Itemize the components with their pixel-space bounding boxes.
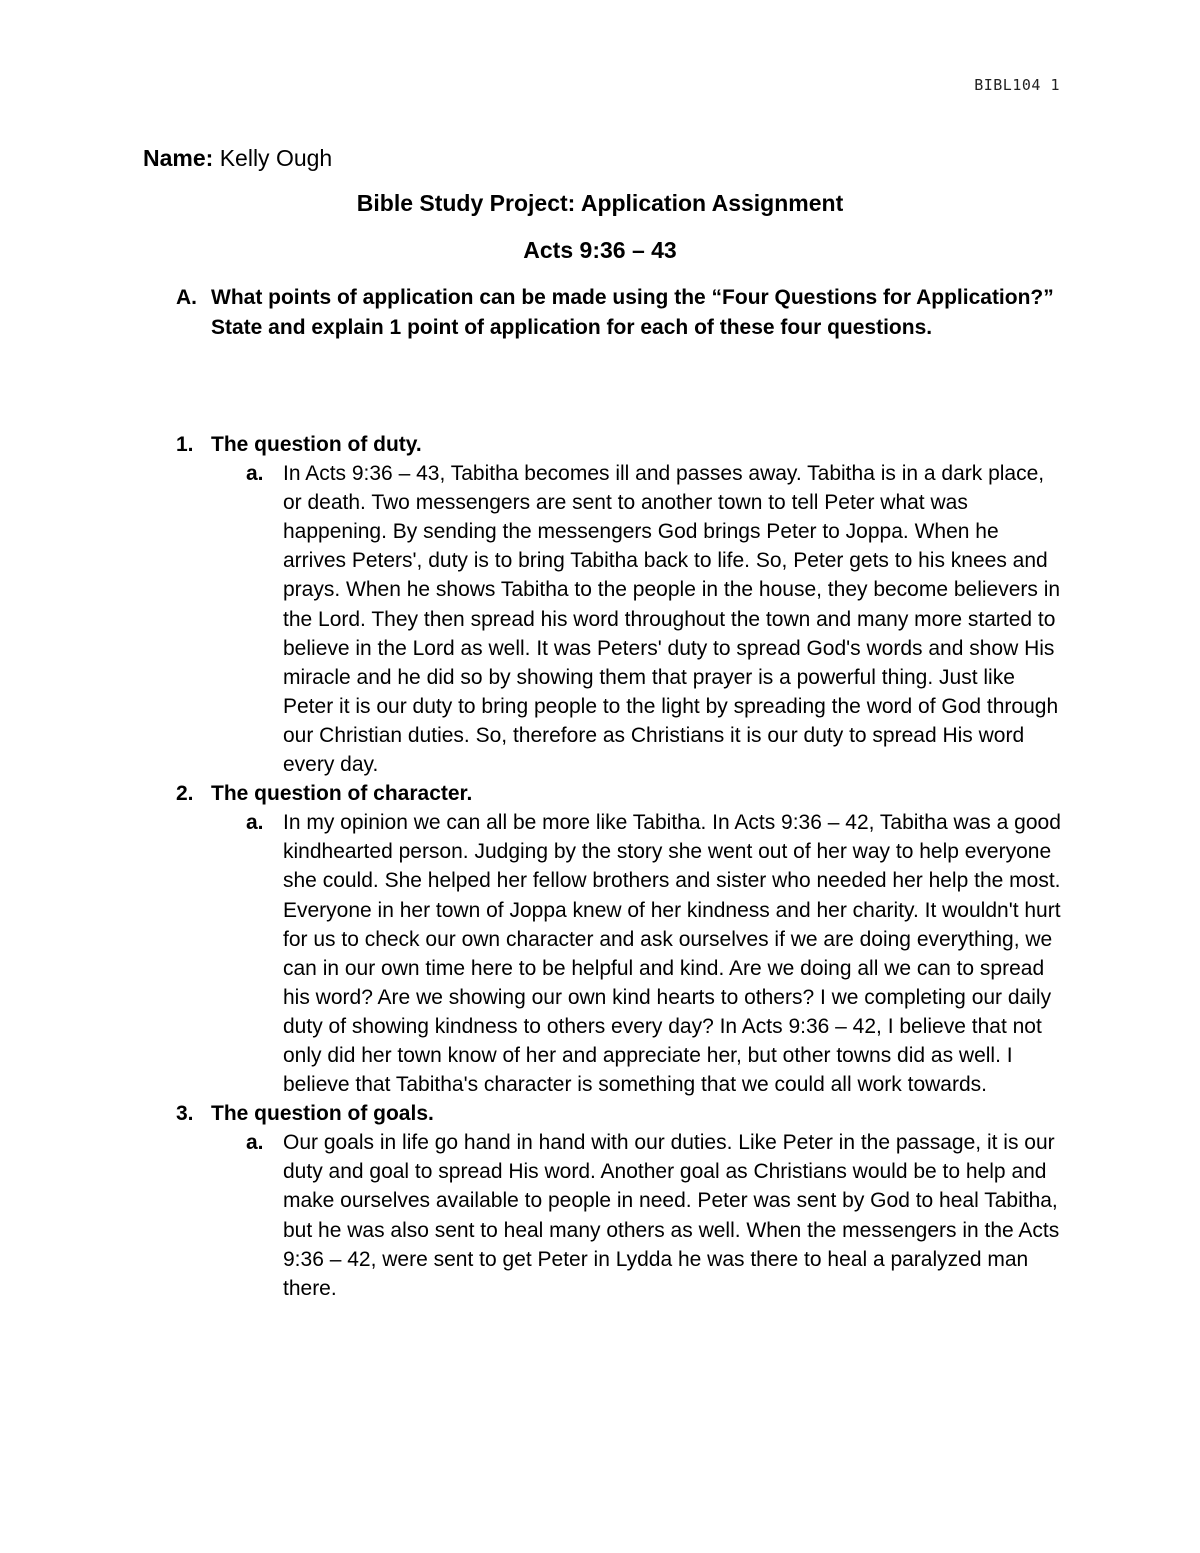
page-header: BIBL104 1 — [974, 76, 1060, 94]
sub-item-text: Our goals in life go hand in hand with our duties. Like Peter in the passage, it is our duty and goal to spread His word. Another goal as Christians would be to help and make ourselves available to people in need. Peter was sent by God to heal Tabitha, but he was also sent to heal many others as well. When the messengers in the Acts 9:36 – 42, were sent to get Peter in Lydda he was there to heal a paralyzed man there. — [283, 1131, 1060, 1300]
name-value: Kelly Ough — [213, 145, 333, 171]
item-number: 2. — [176, 782, 194, 806]
document-subtitle: Acts 9:36 – 43 — [523, 237, 677, 263]
question-text: What points of application can be made using the “Four Questions for Application?” State and explain 1 point of application for each of these four questions. — [211, 286, 1054, 339]
sub-item — [246, 459, 1076, 779]
sub-item — [246, 808, 1076, 1099]
sub-item — [246, 1128, 1076, 1303]
document-title: Bible Study Project: Application Assignment — [356, 190, 844, 216]
sub-item-marker: a. — [246, 811, 264, 835]
question-marker: A. — [176, 286, 197, 309]
item-heading-row — [176, 1099, 1076, 1128]
sub-item-text: In Acts 9:36 – 43, Tabitha becomes ill and passes away. Tabitha is in a dark place, or death. Two messengers are sent to another town to tell Peter what was happening. By sending the messengers God brings Peter to Joppa. When he arrives Peters', duty is to bring Tabitha back to life. So, Peter gets to his knees and prays. When he shows Tabitha to the people in the house, they become believers in the Lord. They then spread his word throughout the town and many more started to believe in the Lord as well. It was Peters' duty to spread God's words and show His miracle and he did so by showing them that prayer is a powerful thing. Just like Peter it is our duty to bring people to the light by spreading the word of God through our Christian duties. So, therefore as Christians it is our duty to spread His word every day. — [283, 462, 1061, 777]
item-heading-row — [176, 779, 1076, 808]
item-number: 3. — [176, 1102, 194, 1126]
sub-item-text: In my opinion we can all be more like Tabitha. In Acts 9:36 – 42, Tabitha was a good kindhearted person. Judging by the story she went out of her way to help everyone she could. She helped her fellow brothers and sister who needed her help the most. Everyone in her town of Joppa knew of her kindness and her charity. It wouldn't hurt for us to check our own character and ask ourselves if we are doing everything, we can in our own time here to be helpful and kind. Are we doing all we can to spread his word? Are we showing our own kind hearts to others? I we completing our daily duty of showing kindness to others every day? In Acts 9:36 – 42, I believe that not only did her town know of her and appreciate her, but other towns did as well. I believe that Tabitha's character is something that we could all work towards. — [283, 811, 1061, 1097]
sub-item-marker: a. — [246, 1131, 264, 1155]
name-line — [143, 143, 332, 173]
list-item — [176, 779, 1076, 1099]
item-heading: The question of duty. — [211, 433, 422, 456]
item-heading-row — [176, 430, 1076, 459]
application-list — [176, 430, 1076, 1303]
list-item — [176, 430, 1076, 779]
sub-item-marker: a. — [246, 462, 264, 486]
name-label: Name: — [143, 145, 214, 171]
item-heading: The question of character. — [211, 782, 473, 806]
question-a — [176, 283, 1076, 342]
list-item — [176, 1099, 1076, 1303]
item-number: 1. — [176, 433, 194, 456]
item-heading: The question of goals. — [211, 1102, 434, 1126]
